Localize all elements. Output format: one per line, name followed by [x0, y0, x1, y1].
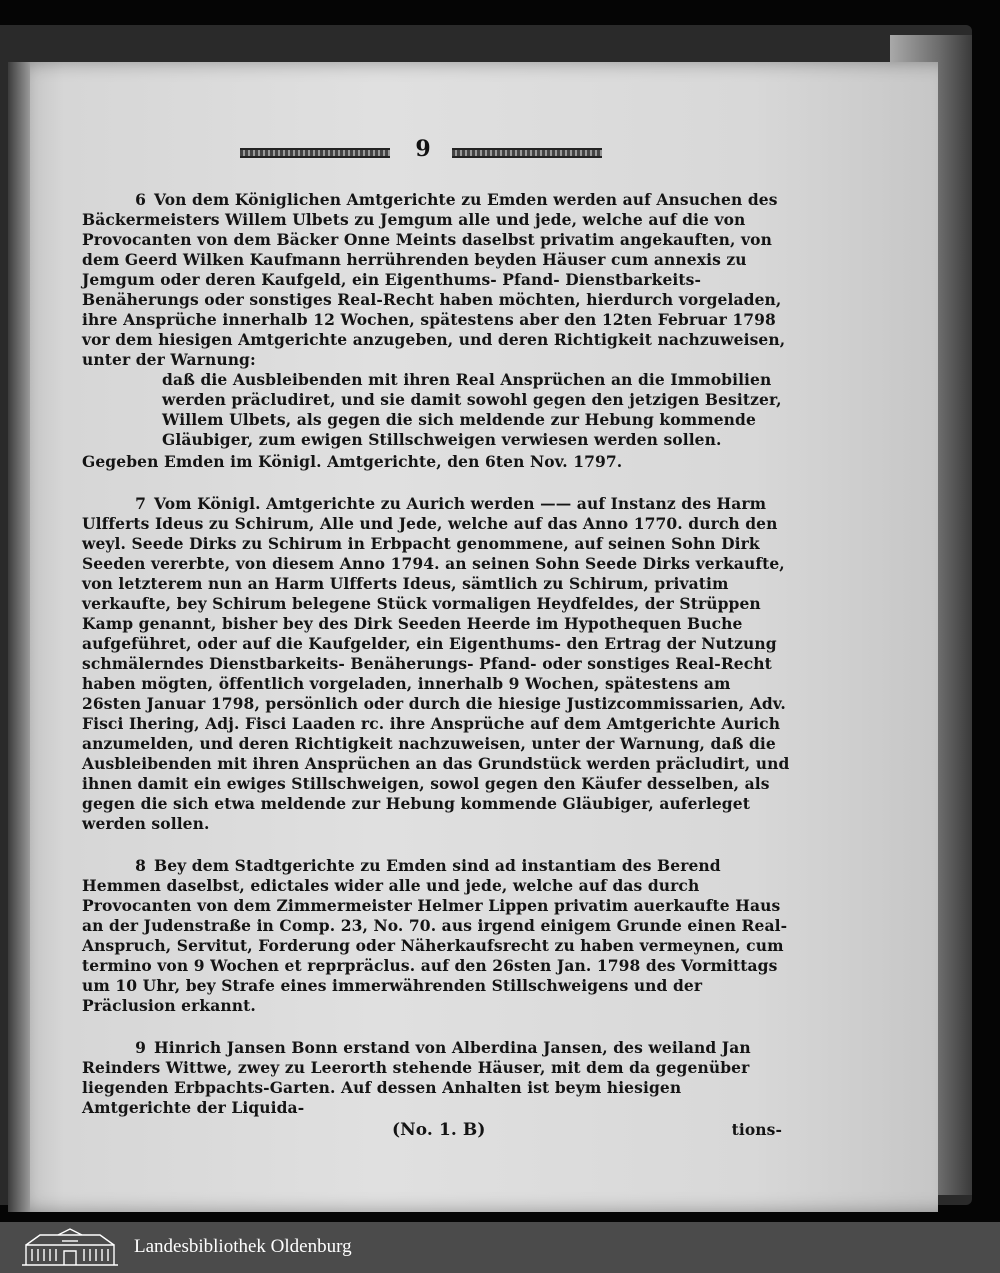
signature-mark: (No. 1. B): [392, 1120, 486, 1140]
entry-number: 8: [135, 856, 146, 875]
library-banner: [0, 1222, 1000, 1273]
page-text: [82, 190, 792, 1140]
entry-9: [82, 1038, 792, 1118]
entry-body: Von dem Königlichen Amtgerichte zu Emden werden auf Ansuchen des Bäckermeisters Willem Ulbets zu Jemgum alle und jede, welche auf die von Provocanten von dem Bäcker Onne Meints daselbst privatim angekauften, von dem Geerd Wilken Kaufmann herrührenden beyden Häuser cum annexis zu Jemgum oder deren Kaufgeld, ein Eigenthums- Pfand- Dienstbarkeits- Benäherungs oder sonstiges Real-Recht haben möchten, hierdurch vorgeladen, ihre Ansprüche innerhalb 12 Wochen, spätestens aber den 12ten Februar 1798 vor dem hiesigen Amtgerichte anzugeben, und deren Richtigkeit nachzuweisen, unter der Warnung:: [82, 190, 786, 369]
entry-warning: daß die Ausbleibenden mit ihren Real Ansprüchen an die Immobilien werden präcludiret, und sie damit sowohl gegen den jetzigen Besitzer, Willem Ulbets, als gegen die sich meldende zur Hebung kommende Gläubiger, zum ewigen Stillschweigen verwiesen werden sollen.: [162, 370, 782, 449]
page-gutter: [8, 62, 30, 1212]
entry-dated: Gegeben Emden im Königl. Amtgerichte, den 6ten Nov. 1797.: [82, 452, 623, 471]
entry-6: [82, 190, 792, 472]
header-rule-right: [452, 148, 602, 158]
page-footer: [82, 1120, 792, 1140]
entry-number: 6: [135, 190, 146, 209]
entry-7: [82, 494, 792, 834]
library-building-icon: [20, 1227, 120, 1267]
page-number: 9: [415, 136, 431, 162]
catchword: tions-: [731, 1120, 782, 1139]
entry-number: 9: [135, 1038, 146, 1057]
entry-number: 7: [135, 494, 146, 513]
entry-body: Bey dem Stadtgerichte zu Emden sind ad instantiam des Berend Hemmen daselbst, edictales wider alle und jede, welche auf das durch Provocanten von dem Zimmermeister Helmer Lippen privatim auerkaufte Haus an der Judenstraße in Comp. 23, No. 70. aus irgend einigem Grunde einen Real-Anspruch, Servitut, Forderung oder Näherkaufsrecht zu haben vermeynen, cum termino von 9 Wochen et reprpräclus. auf den 26sten Jan. 1798 des Vormittags um 10 Uhr, bey Strafe eines immerwährenden Stillschweigens und der Präclusion erkannt.: [82, 856, 788, 1015]
header-rule-left: [240, 148, 390, 158]
entry-body: Hinrich Jansen Bonn erstand von Alberdina Jansen, des weiland Jan Reinders Wittwe, zwey zu Leerorth stehende Häuser, mit dem da gegenüber liegenden Erbpachts-Garten. Auf dessen Anhalten ist beym hiesigen Amtgerichte der Liquida-: [82, 1038, 751, 1117]
page-header: [240, 136, 600, 162]
library-name: Landesbibliothek Oldenburg: [134, 1236, 352, 1257]
entry-body: Vom Königl. Amtgerichte zu Aurich werden —— auf Instanz des Harm Ulfferts Ideus zu Schirum, Alle und Jede, welche auf das Anno 1770. durch den weyl. Seede Dirks zu Schirum in Erbpacht genommene, auf seinen Sohn Dirk Seeden vererbte, von diesem Anno 1794. an seinen Sohn Seede Dirks verkaufte, von letzterem nun an Harm Ulfferts Ideus, sämtlich zu Schirum, privatim verkaufte, bey Schirum belegene Stück vormaligen Heydfeldes, der Strüppen Kamp genannt, bisher bey des Dirk Seeden Heerde im Hypothequen Buche aufgeführet, oder auf die Kaufgelder, ein Eigenthums- den Ertrag der Nutzung schmälerndes Dienstbarkeits- Benäherungs- Pfand- oder sonstiges Real-Recht haben mögten, öffentlich vorgeladen, innerhalb 9 Wochen, spätestens am 26sten Januar 1798, persönlich oder durch die hiesige Justizcommissarien, Adv. Fisci Ihering, Adj. Fisci Laaden rc. ihre Ansprüche auf dem Amtgerichte Aurich anzumelden, und deren Richtigkeit nachzuweisen, unter der Warnung, daß die Ausbleibenden mit ihren Ansprüchen an das Grundstück werden präcludirt, und ihnen damit ein ewiges Stillschweigen, sowol gegen den Käufer desselben, als gegen die sich etwa meldende zur Hebung kommende Gläubiger, auferleget werden sollen.: [82, 494, 790, 833]
entry-8: [82, 856, 792, 1016]
